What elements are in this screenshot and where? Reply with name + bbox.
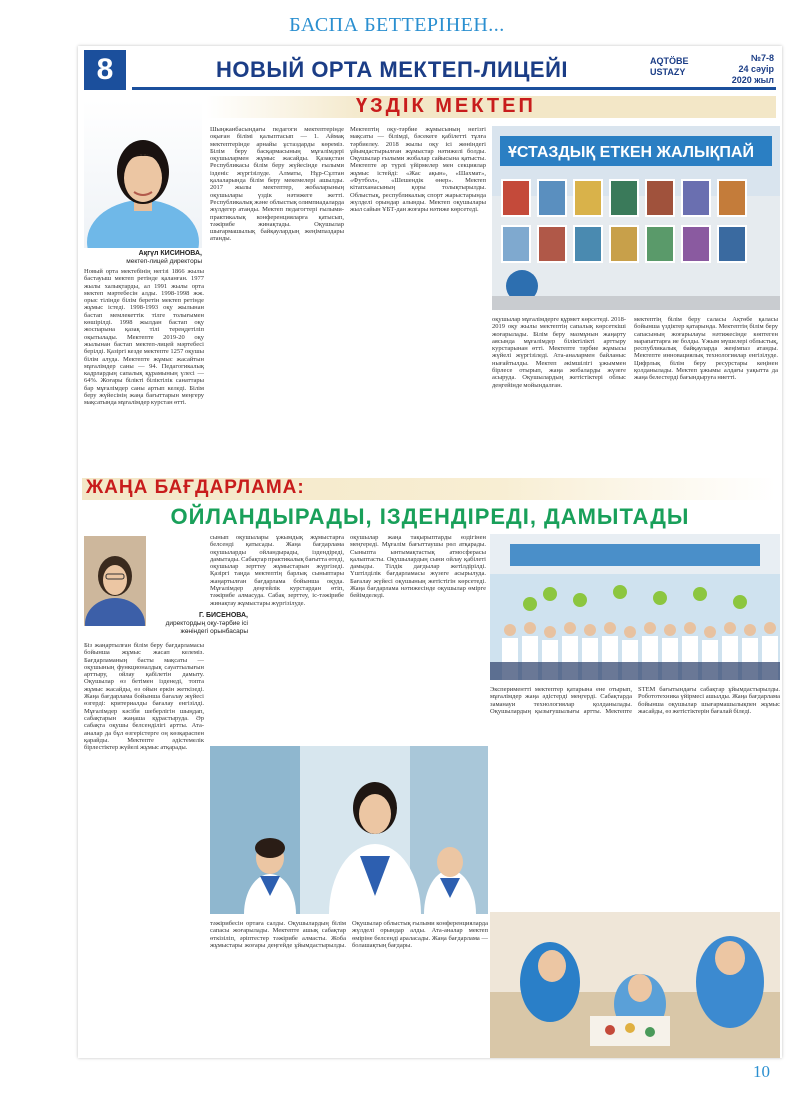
students-group-photo-image (490, 534, 780, 680)
article-column: Новый орта мектебінің негізі 1866 жылы бастауыш мектеп ретінде қаланған. 1977 жылы халықтарды, ал 1991 жылы орта мектеп мәртебесін алды. 1998-1998 жж. орыс тілінде білім беретін мектеп ретінде жұмыс істеді. 1998-1993 оқу жылынан бастап мемлекеттік тілге толығымен көшірілді. 1998 жылдан бастап оқу жоспарына қазақ тілі тереңдетіліп оқытылады. Мектепте 2019-20 оқу жылынан бастап мектеп-лицей мәртебесі берілді. Қазіргі кезде мектепте 1257 оқушы білім алуда. Мектепте жұмыс жасайтын мұғалімдер саны — 94. Педагогикалық кадрлардың сапалық құрамының үлесі — 64%. Жоғары білікті біліктілік санаттары бар мұғалімдер саны артып келеді. Білім беру жүйесінің жаңа бағыттарын меңгеру мақсатында мұғалімдер курстан өтті. (84, 268, 204, 407)
publication-name: AQTÖBE USTAZY (650, 56, 689, 77)
students-group-photo (490, 534, 780, 680)
article-column: Шыңжанбасындағы педагоги мектептерінде оқыған білімі қалыптасып — 1. Аймақ мектептерінде арнайы ұстаздарды көреміз. Білім беру басқармасының мұғалімдері оқушылармен жұмыс жасайды. Қазақстан Республикасы білім беру жүйесінде ғылыми ізденіс жүргізілуде. Алматы, Нұр-Сұлтан қалаларында білім беру мекемелері ашылды. 2017 жылы мектептер, жобаларының оқушылары үздік нәтижеге жетті. Республикалық және облыстық олимпиадаларда жүлдегер атанды. Мектеп педагогтері ғылыми-практикалық конференцияларға қатысып, тәжірибе жинақтады. Оқушылар шығармашылық байқаулардың жеңімпаздары атанды. (210, 126, 344, 243)
masthead-rule (132, 87, 776, 90)
masthead (84, 50, 776, 90)
director-caption: Ақгүл КИСИНОВА, мектеп-лицей директоры (126, 250, 202, 265)
deputy-portrait (84, 536, 146, 626)
article-column: Экспериментті мектептер қатарына ене отырып, мұғалімдер жаңа әдістерді меңгерді. Сабақтарда заманауи технологиялар қолданылады. Оқушылардың қызығушылығы артты. Мектепте STEM бағытындағы сабақтар ұйымдастырылды. Робототехника үйірмесі ашылды. Жаңа бағдарлама бойынша оқушылар шығармашылықпен жұмыс жасайды, өз жетістіктерін бағалай біледі. (490, 686, 780, 715)
issue-info: №7-8 24 сәуір 2020 жыл (731, 53, 774, 85)
director-portrait-image (84, 100, 202, 248)
wall-banner-text: ҰСТАЗДЫҚ ЕТКЕН ЖАЛЫҚПАЙ (508, 144, 754, 161)
director-portrait (84, 100, 202, 248)
section-banner-best-school: ҮЗДІК МЕКТЕП (206, 96, 776, 118)
classroom-photo (490, 912, 780, 1058)
article-column: мектептің білім беру саласы Ақтөбе қаласы бойынша үздіктер қатарында. Мектептің білім беру сапасының жоғарылауы нәтижесінде көптеген марапаттарға ие болды. Ұжым мүшелері облыстық, республикалық байқауларда жеңімпаз атанды. Мектепте инновациялық технологиялар енгізілуде. Цифрлық білім беру ресурстары кеңінен қолданылады. Мектеп ұжымы алдағы уақытта да жаңа белестерді бағындыруға ниетті. (634, 316, 778, 382)
teacher-students-photo-image (210, 746, 488, 914)
deputy-portrait-image (84, 536, 146, 626)
classroom-photo-image (490, 912, 780, 1058)
deputy-caption: Г. БИСЕНОВА, директордың оқу-тәрбие ісі жөніндегі орынбасары (165, 612, 248, 635)
article-column: сынып оқушылары ұжымдық жұмыстарға белсенді қатысады. Жаңа бағдарлама оқушыларды ойландырады, іздендіреді, дамытады. Сабақтар практикалық бағытта өтеді, оқушылар зерттеу жұмыстарын жүргізеді. Қазіргі таңда мектептің барлық сыныптары жаңартылған бағдарлама бойынша оқуда. Мұғалімдер деңгейлік курстардан өтіп, тәжірибе алмасуда. Сабақ зерттеу, іс-тәжірибе жинақтау жұмыстары жүргізілуде. (210, 534, 344, 607)
issue-page-number: 8 (84, 50, 126, 90)
masthead-title: НОВЫЙ ОРТА МЕКТЕП-ЛИЦЕЙІ (215, 57, 569, 82)
article-column: оқушылар жаңа тақырыптарды өздігінен меңгереді. Мұғалім бағыттаушы рөл атқарады. Сыныпта ынтымақтастық атмосферасы қалыптасты. Оқушылардың сыни ойлау қабілеті дамыды. Тілдік дағдылар жетілдірілді. Үштілділік бағдарламасы жүзеге асырылуда. Бағалау жүйесі оқушының жетістігін көрсетеді. Жаңа бағдарлама нәтижесінде оқушылар өмірге бейімделеді. (350, 534, 486, 600)
section-banner-new-program: ЖАҢА БАҒДАРЛАМА: (82, 478, 776, 500)
article-column: Біз жаңартылған білім беру бағдарламасы бойынша жұмыс жасап келеміз. Бағдарламаның басты мақсаты — оқушының функционалдық сауаттылығын арттыру, ойлау қабілетін дамыту. Оқушылар өз бетімен ізденеді, топта жұмыс жасайды, өз ойын еркін жеткізеді. Жаңа бағдарлама бойынша бағалау жүйесі өзгерді: критериалды бағалау енгізілді. Мұғалімдер кәсіби шеберлігін шыңдап, сабақтарын жаңаша құрастыруда. Әр сабақта оқушы белсенділігі артты. Ата-аналар да бұл өзгерістерге оң көзқараспен қарайды. Мектепте әдістемелік бірлестіктер жүйелі жұмыс атқарады. (84, 642, 204, 752)
school-wall-photo-image (492, 126, 780, 310)
newspaper-page (78, 46, 782, 1058)
article-column: оқушылар мұғалімдерге құрмет көрсетеді. 2018-2019 оқу жылы мектептің сапалық көрсеткіші жоғарылады. Білім беру мазмұнын жаңарту аясында мұғалімдер біліктілікті арттыру курстарынан өтті. Мектепте тәрбие жұмысы жүйелі жүргізіледі. Ата-аналармен байланыс нығайтылды. Мектеп әкімшілігі ұжыммен бірлесе отырып, жаңа жобаларды жүзеге асыруда. Оқушылардың жетістіктері облыс деңгейінде мойындалған. (492, 316, 626, 389)
page-number: 10 (753, 1062, 770, 1081)
article-column: тәжірибесін ортаға салды. Оқушылардың білім сапасы жоғарылады. Мектепте ашық сабақтар өткізіліп, әріптестер тәжірибе алмасты. Жоба жұмыстары жоғары деңгейде ұйымдастырылды. Оқушылар облыстық ғылыми конференцияларда жүлделі орындар алды. Ата-аналар мектеп өміріне белсенді араласады. Жаңа бағдарлама — болашақтың бағдары. (210, 920, 488, 949)
teacher-students-photo (210, 746, 488, 914)
school-wall-photo (492, 126, 780, 310)
article-headline: ОЙЛАНДЫРАДЫ, ІЗДЕНДІРЕДІ, ДАМЫТАДЫ (170, 504, 690, 529)
page-header: БАСПА БЕТТЕРІНЕН... (289, 14, 505, 36)
article-column: Мектептің оқу-тәрбие жұмысының негізгі мақсаты — білімді, бәсекеге қабілетті тұлға тәрбиелеу. 2018 жылы оқу ісі жөніндегі ұйымдастырылған жұмыстар нәтижелі болды. Оқушылар ғылыми жобалар сайысына қатысты. Мектепте әр түрлі үйірмелер мен секциялар жұмыс істейді: «Жас ақын», «Шахмат», «Футбол», «Шешендік өнер». Мектеп кітапханасының қоры толықтырылды. Облыстық, республикалық спорт жарыстарында жүлделі орындар алынды. Мектеп оқушылары жыл сайын ҰБТ-дан жоғары нәтиже көрсетеді. (350, 126, 486, 214)
